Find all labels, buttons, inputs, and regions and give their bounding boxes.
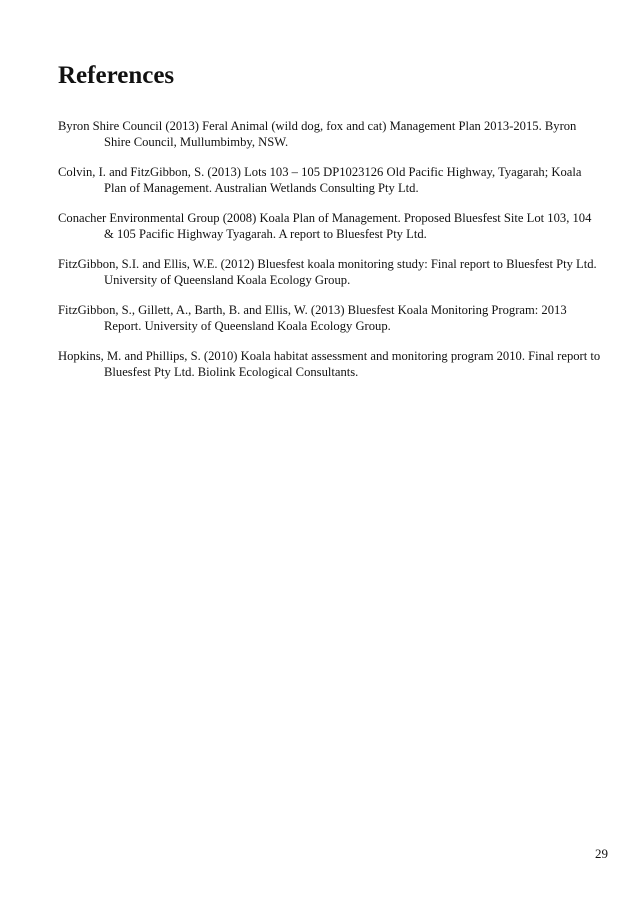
reference-list xyxy=(58,118,603,394)
reference-item: Conacher Environmental Group (2008) Koala Plan of Management. Proposed Bluesfest Site Lot 103, 104 & 105 Pacific Highway Tyagarah. A report to Bluesfest Pty Ltd. xyxy=(58,211,592,241)
reference-item: FitzGibbon, S., Gillett, A., Barth, B. and Ellis, W. (2013) Bluesfest Koala Monitoring Program: 2013 Report. University of Queensland Koala Ecology Group. xyxy=(58,303,567,333)
reference-item: FitzGibbon, S.I. and Ellis, W.E. (2012) Bluesfest koala monitoring study: Final report to Bluesfest Pty Ltd. University of Queensland Koala Ecology Group. xyxy=(58,257,597,287)
reference-item: Colvin, I. and FitzGibbon, S. (2013) Lots 103 – 105 DP1023126 Old Pacific Highway, Tyagarah; Koala Plan of Management. Australian Wetlands Consulting Pty Ltd. xyxy=(58,165,582,195)
reference-item: Hopkins, M. and Phillips, S. (2010) Koala habitat assessment and monitoring program 2010. Final report to Bluesfest Pty Ltd. Biolink Ecological Consultants. xyxy=(58,349,601,379)
page-title: References xyxy=(58,62,175,89)
page-number: 29 xyxy=(595,846,608,861)
reference-item: Byron Shire Council (2013) Feral Animal (wild dog, fox and cat) Management Plan 2013-2015. Byron Shire Council, Mullumbimby, NSW. xyxy=(58,119,577,149)
